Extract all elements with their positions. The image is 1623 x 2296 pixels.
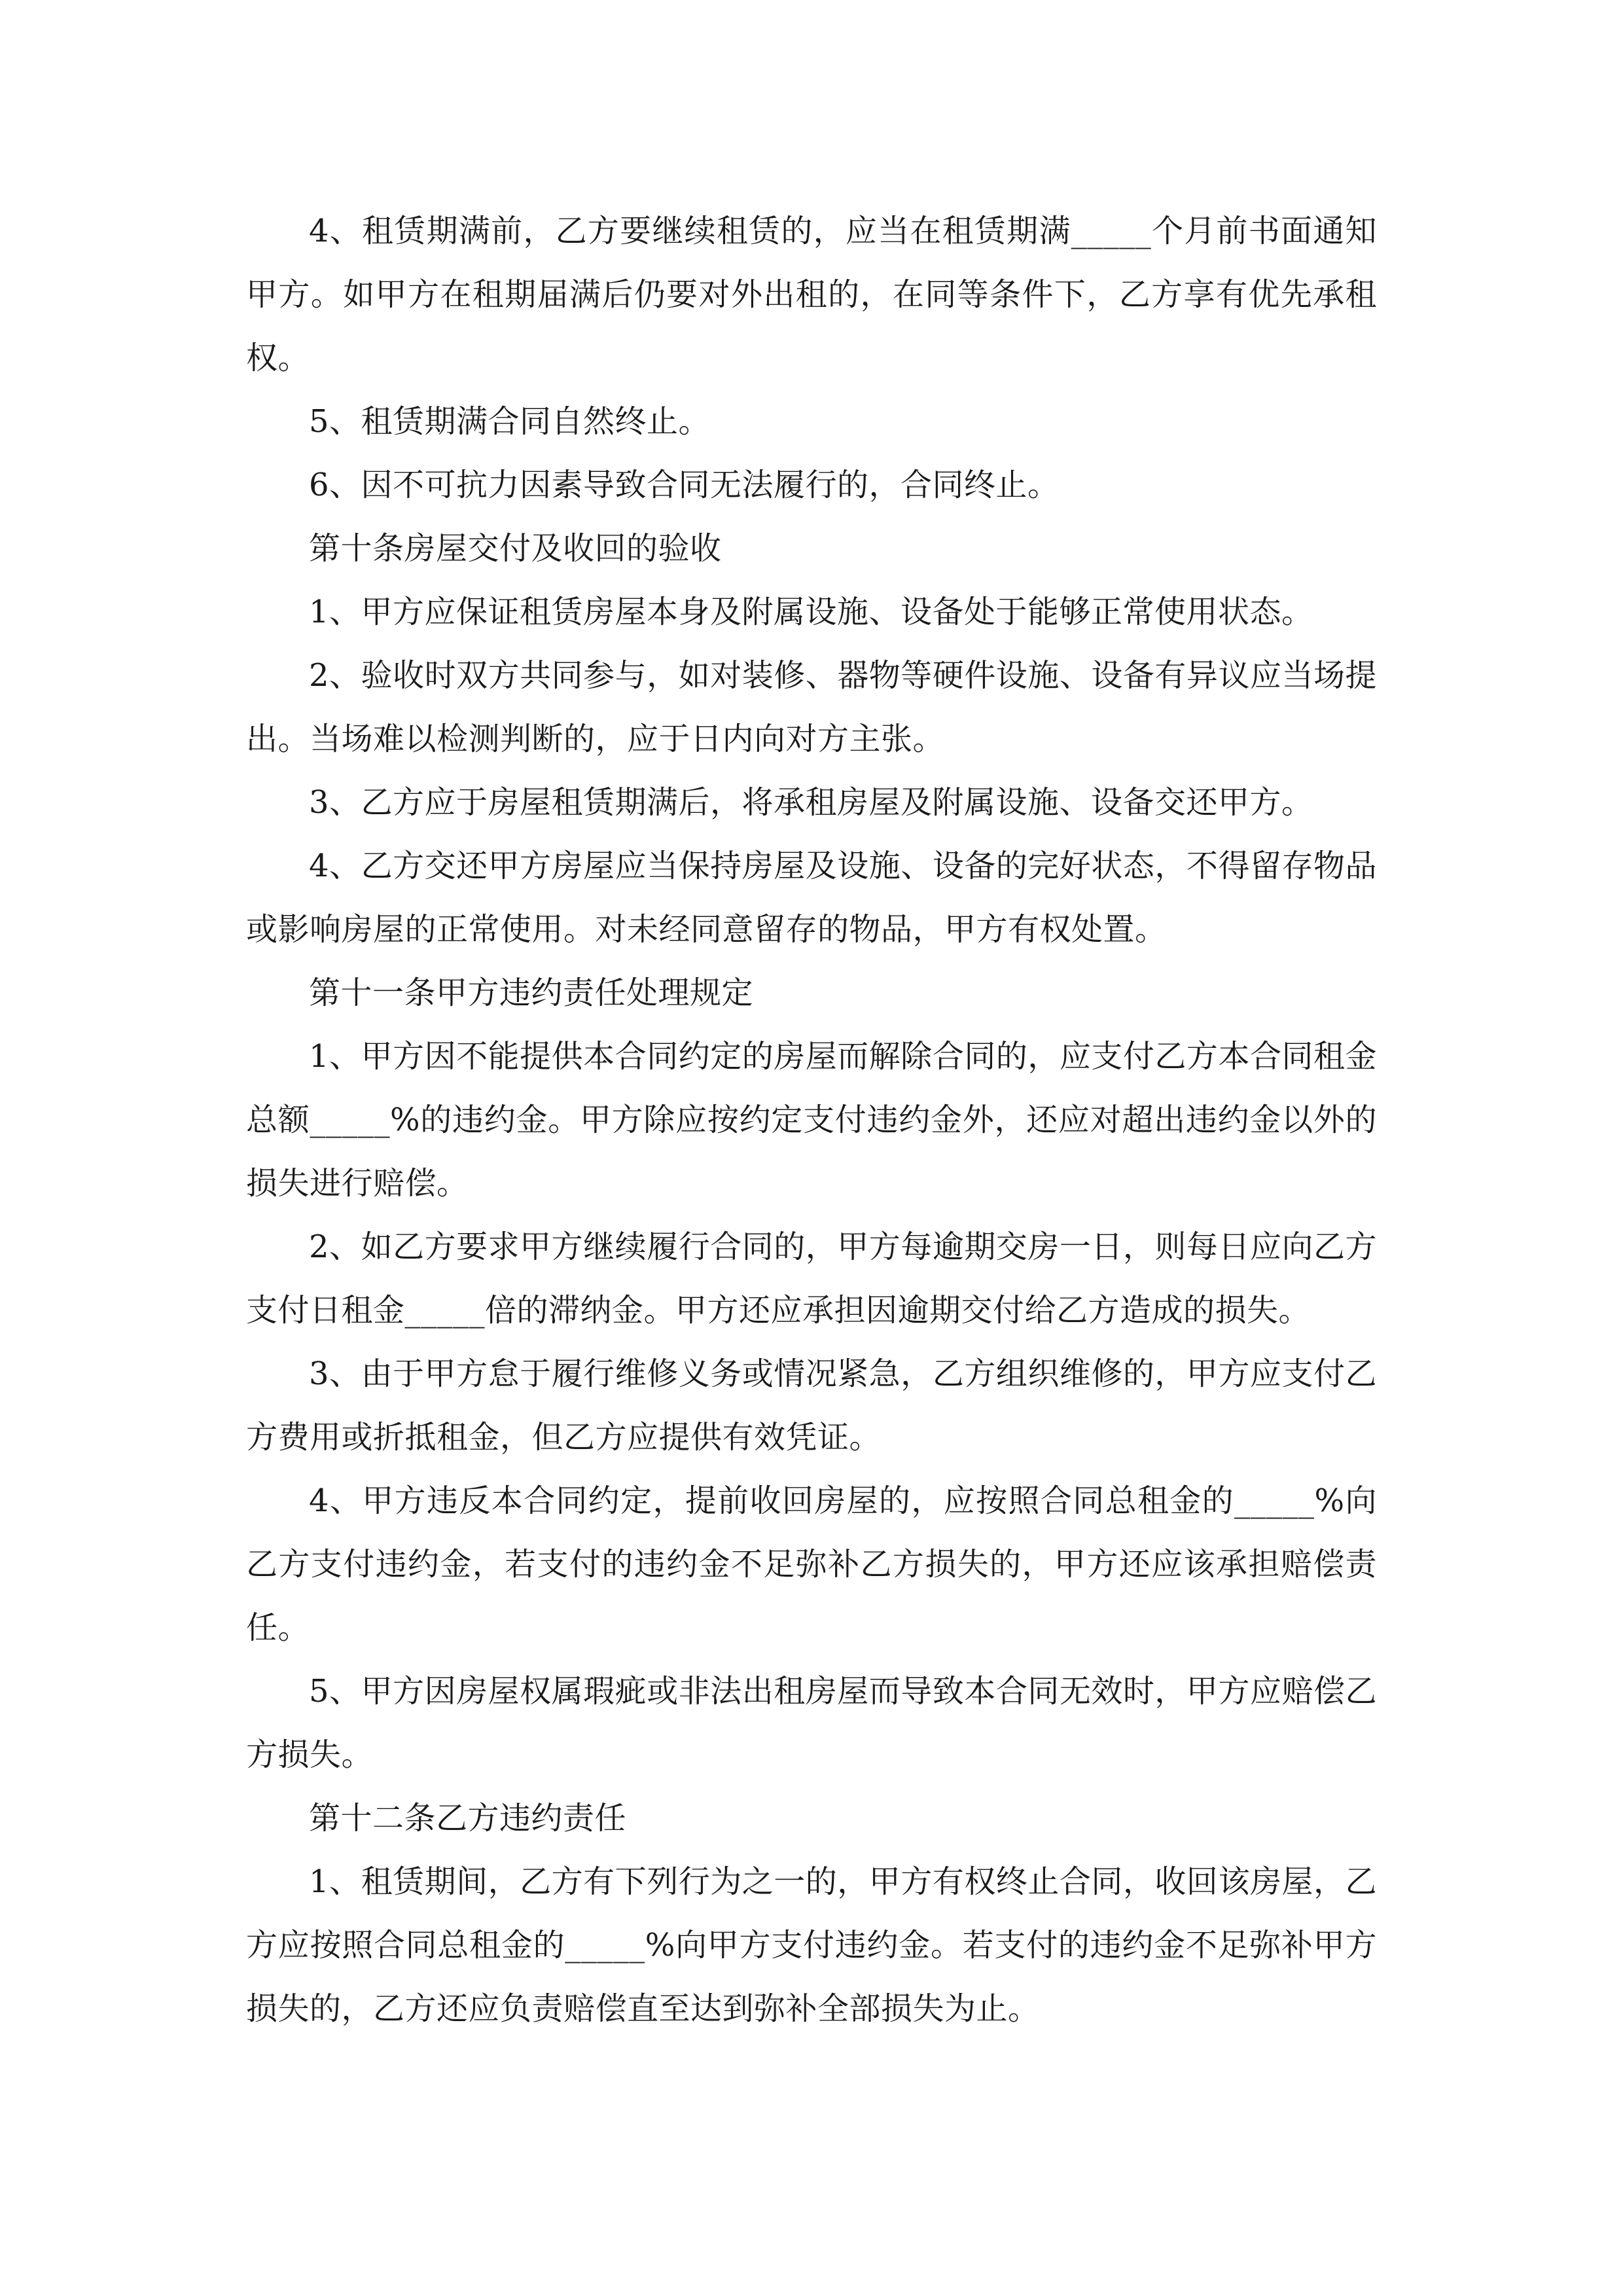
paragraph-article-12-item-1: 1、租赁期间，乙方有下列行为之一的，甲方有权终止合同，收回该房屋，乙方应按照合同总租金的_____%向甲方支付违约金。若支付的违约金不足弥补甲方损失的，乙方还应负责赔偿直至达到弥补全部损失为止。 [246,1863,1377,2027]
paragraph-article-10-item-4: 4、乙方交还甲方房屋应当保持房屋及设施、设备的完好状态，不得留存物品或影响房屋的正常使用。对未经同意留存的物品，甲方有权处置。 [246,848,1377,948]
paragraph-force-majeure: 6、因不可抗力因素导致合同无法履行的，合同终止。 [309,467,1060,503]
paragraph-article-10-item-2: 2、验收时双方共同参与，如对装修、器物等硬件设施、设备有异议应当场提出。当场难以检测判断的，应于日内向对方主张。 [246,657,1377,757]
paragraph-article-11-item-2: 2、如乙方要求甲方继续履行合同的，甲方每逾期交房一日，则每日应向乙方支付日租金_____倍的滞纳金。甲方还应承担因逾期交付给乙方造成的损失。 [246,1229,1377,1329]
paragraph-article-10-item-1: 1、甲方应保证租赁房屋本身及附属设施、设备处于能够正常使用状态。 [309,594,1313,630]
paragraph-article-10-item-3: 3、乙方应于房屋租赁期满后，将承租房屋及附属设施、设备交还甲方。 [309,784,1313,821]
document-body [246,200,1377,2041]
section-heading-article-12: 第十二条乙方违约责任 [309,1800,627,1837]
paragraph-natural-termination: 5、租赁期满合同自然终止。 [309,403,711,440]
section-heading-article-11: 第十一条甲方违约责任处理规定 [309,975,754,1011]
paragraph-article-11-item-1: 1、甲方因不能提供本合同约定的房屋而解除合同的，应支付乙方本合同租金总额_____%的违约金。甲方除应按约定支付违约金外，还应对超出违约金以外的损失进行赔偿。 [246,1038,1377,1202]
paragraph-article-11-item-3: 3、由于甲方怠于履行维修义务或情况紧急，乙方组织维修的，甲方应支付乙方费用或折抵租金，但乙方应提供有效凭证。 [246,1355,1377,1456]
paragraph-article-11-item-5: 5、甲方因房屋权属瑕疵或非法出租房屋而导致本合同无效时，甲方应赔偿乙方损失。 [246,1673,1377,1773]
paragraph-renewal-notice: 4、租赁期满前，乙方要继续租赁的，应当在租赁期满_____个月前书面通知甲方。如甲方在租期届满后仍要对外出租的，在同等条件下，乙方享有优先承租权。 [246,213,1377,376]
section-heading-article-10: 第十条房屋交付及收回的验收 [309,530,722,567]
paragraph-article-11-item-4: 4、甲方违反本合同约定，提前收回房屋的，应按照合同总租金的_____%向乙方支付违约金，若支付的违约金不足弥补乙方损失的，甲方还应该承担赔偿责任。 [246,1482,1377,1646]
